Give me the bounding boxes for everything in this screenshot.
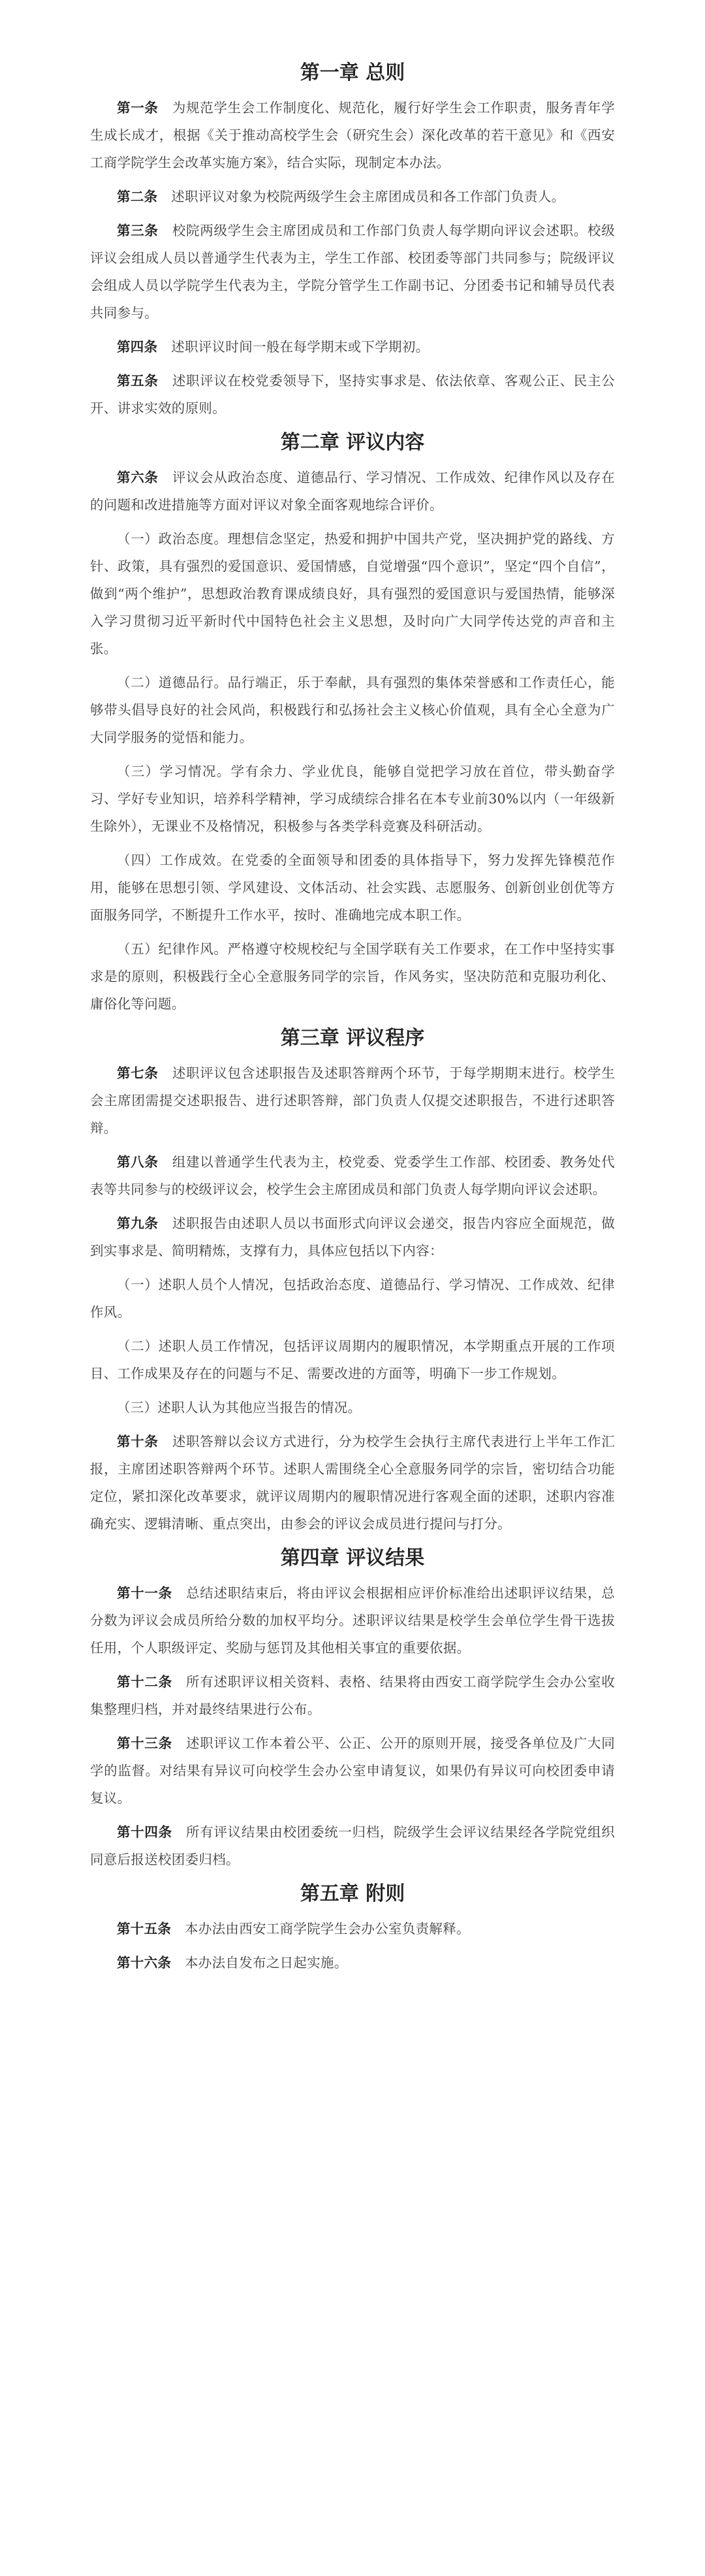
article-5	[90, 367, 615, 422]
article-label: 第十三条	[117, 1735, 172, 1751]
item-work-info: （二）述职人员工作情况，包括评议周期内的履职情况，本学期重点开展的工作项目、工作成果及存在的问题与不足、需要改进的方面等，明确下一步工作规划。	[90, 1338, 615, 1381]
article-16	[90, 1949, 615, 1976]
chapter-2-title: 第二章 评议内容	[280, 431, 425, 454]
chapter-4-title: 第四章 评议结果	[280, 1547, 425, 1570]
chapter-3-title: 第三章 评议程序	[280, 1027, 425, 1050]
article-text: 述职评议对象为校院两级学生会主席团成员和各工作部门负责人。	[171, 189, 565, 204]
article-text: 述职评议工作本着公平、公正、公开的原则开展，接受各单位及广大同学的监督。对结果有异议可向校学生会办公室申请复议，如果仍有异议可向校团委申请复议。	[90, 1735, 615, 1806]
item-personal-info: （一）述职人员个人情况，包括政治态度、道德品行、学习情况、工作成效、纪律作风。	[90, 1277, 615, 1320]
article-4	[90, 333, 615, 361]
article-1	[90, 94, 615, 176]
article-text: 所有述职评议相关资料、表格、结果将由西安工商学院学生会办公室收集整理归档，并对最终结果进行公布。	[90, 1674, 615, 1717]
article-text: 本办法自发布之日起实施。	[185, 1955, 348, 1971]
article-label: 第四条	[117, 339, 158, 355]
article-label: 第二条	[117, 189, 158, 204]
article-label: 第八条	[117, 1154, 159, 1170]
article-text: 为规范学生会工作制度化、规范化，履行好学生会工作职责，服务青年学生成长成才，根据《关于推动高校学生会（研究生会）深化改革的若干意见》和《西安工商学院学生会改革实施方案》，结合实际，现制定本办法。	[90, 100, 615, 170]
article-6	[90, 464, 615, 519]
article-label: 第九条	[117, 1216, 159, 1231]
article-2	[90, 183, 615, 210]
article-label: 第十一条	[117, 1585, 172, 1601]
article-text: 述职答辩以会议方式进行，分为校学生会执行主席代表进行上半年工作汇报，主席团述职答辩两个环节。述职人需围绕全心全意服务同学的宗旨，密切结合功能定位，紧扣深化改革要求，就评议周期内的履职情况进行客观全面的述职，述职内容准确充实、逻辑清晰、重点突出，由参会的评议会成员进行提问与打分。	[90, 1434, 615, 1532]
article-text: 述职评议包含述职报告及述职答辩两个环节，于每学期期末进行。校学生会主席团需提交述职报告、进行述职答辩，部门负责人仅提交述职报告，不进行述职答辩。	[90, 1065, 615, 1136]
article-text: 评议会从政治态度、道德品行、学习情况、工作成效、纪律作风以及存在的问题和改进措施等方面对评议对象全面客观地综合评价。	[90, 470, 615, 513]
article-label: 第十条	[117, 1434, 159, 1449]
article-label: 第五条	[117, 373, 159, 389]
item-discipline: （五）纪律作风。严格遵守校规校纪与全国学联有关工作要求，在工作中坚持实事求是的原则，积极践行全心全意服务同学的宗旨，作风务实，坚决防范和克服功利化、庸俗化等问题。	[90, 941, 615, 1012]
article-label: 第七条	[117, 1065, 159, 1081]
article-text: 所有评议结果由校团委统一归档，院级学生会评议结果经各学院党组织同意后报送校团委归档。	[90, 1824, 615, 1867]
article-9	[90, 1210, 615, 1264]
article-text: 总结述职结束后，将由评议会根据相应评价标准给出述职评议结果，总分数为评议会成员所给分数的加权平均分。述职评议结果是校学生会单位学生骨干选拔任用，个人职级评定、奖励与惩罚及其他相关事宜的重要依据。	[90, 1585, 615, 1656]
article-label: 第三条	[117, 223, 159, 238]
article-15	[90, 1915, 615, 1942]
article-13	[90, 1730, 615, 1812]
article-10	[90, 1428, 615, 1538]
chapter-5-title: 第五章 附则	[300, 1882, 405, 1905]
article-8	[90, 1148, 615, 1203]
article-text: 述职报告由述职人员以书面形式向评议会递交，报告内容应全面规范，做到实事求是、简明精炼，支撑有力，具体应包括以下内容：	[90, 1216, 615, 1259]
article-11	[90, 1579, 615, 1662]
item-study: （三）学习情况。学有余力、学业优良，能够自觉把学习放在首位，带头勤奋学习、学好专业知识，培养科学精神，学习成绩综合排名在本专业前30%以内（一年级新生除外），无课业不及格情况，积极参与各类学科竞赛及科研活动。	[90, 764, 615, 834]
article-label: 第一条	[117, 100, 159, 116]
item-other-info: （三）述职人认为其他应当报告的情况。	[117, 1400, 362, 1415]
article-label: 第六条	[117, 470, 159, 485]
article-text: 述职评议在校党委领导下，坚持实事求是、依法依章、客观公正、民主公开、讲求实效的原则。	[90, 373, 615, 416]
item-moral-conduct: （二）道德品行。品行端正，乐于奉献，具有强烈的集体荣誉感和工作责任心，能够带头倡导良好的社会风尚，积极践行和弘扬社会主义核心价值观，具有全心全意为广大同学服务的觉悟和能力。	[90, 675, 615, 745]
article-label: 第十二条	[117, 1674, 172, 1690]
article-text: 校院两级学生会主席团成员和工作部门负责人每学期向评议会述职。校级评议会组成人员以普通学生代表为主，学生工作部、校团委等部门共同参与；院级评议会组成人员以学院学生代表为主，学院分管学生工作副书记、分团委书记和辅导员代表共同参与。	[90, 223, 615, 321]
article-text: 组建以普通学生代表为主，校党委、党委学生工作部、校团委、教务处代表等共同参与的校级评议会，校学生会主席团成员和部门负责人每学期向评议会述职。	[90, 1154, 615, 1197]
item-work-results: （四）工作成效。在党委的全面领导和团委的具体指导下，努力发挥先锋模范作用，能够在思想引领、学风建设、文体活动、社会实践、志愿服务、创新创业创优等方面服务同学，不断提升工作水平，按时、准确地完成本职工作。	[90, 852, 615, 923]
article-label: 第十四条	[117, 1824, 172, 1840]
article-14	[90, 1818, 615, 1873]
regulation-document	[90, 59, 615, 1983]
article-3	[90, 217, 615, 327]
article-label: 第十五条	[117, 1921, 172, 1937]
article-label: 第十六条	[117, 1955, 172, 1971]
chapter-1-title: 第一章 总则	[300, 61, 405, 84]
article-7	[90, 1059, 615, 1142]
article-12	[90, 1668, 615, 1723]
item-political-attitude: （一）政治态度。理想信念坚定，热爱和拥护中国共产党，坚决拥护党的路线、方针、政策，具有强烈的爱国意识、爱国情感，自觉增强“四个意识”，坚定“四个自信”，做到“两个维护”，思想政治教育课成绩良好，具有强烈的爱国意识与爱国热情，能够深入学习贯彻习近平新时代中国特色社会主义思想，及时向广大同学传达党的声音和主张。	[90, 531, 615, 656]
article-text: 本办法由西安工商学院学生会办公室负责解释。	[185, 1921, 470, 1937]
article-text: 述职评议时间一般在每学期末或下学期初。	[171, 339, 430, 355]
